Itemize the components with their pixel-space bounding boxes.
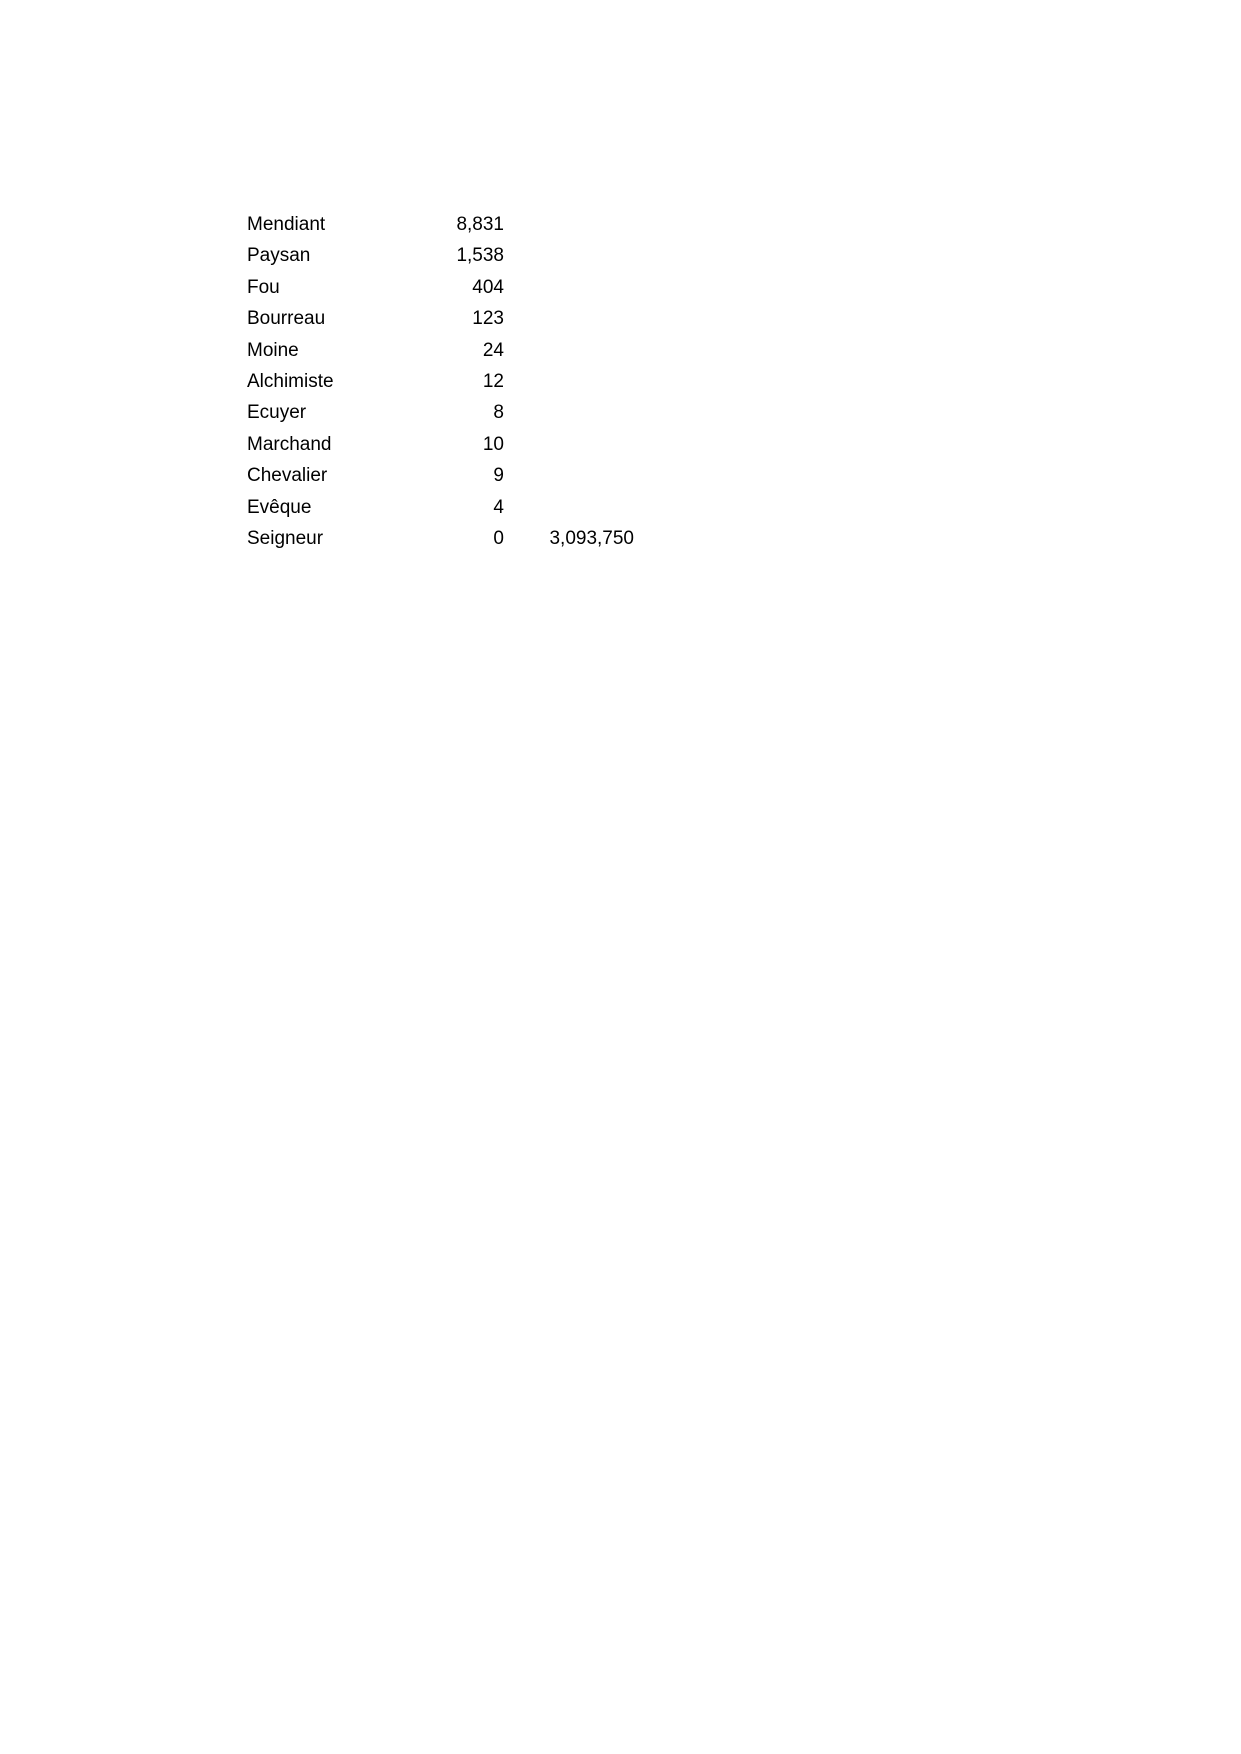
row-label: Chevalier <box>247 465 328 487</box>
row-extra <box>504 303 634 334</box>
table-row <box>247 303 634 334</box>
row-label: Seigneur <box>247 527 324 549</box>
table-row <box>247 272 634 303</box>
row-extra <box>504 335 634 366</box>
row-extra <box>504 397 634 428</box>
row-label: Alchimiste <box>247 370 334 392</box>
table-row <box>247 492 634 523</box>
row-value: 24 <box>482 339 504 361</box>
row-value: 8 <box>493 402 504 424</box>
row-label: Marchand <box>247 433 332 455</box>
row-label: Fou <box>247 276 280 298</box>
row-value: 12 <box>482 370 504 392</box>
row-value: 10 <box>482 433 504 455</box>
row-label: Paysan <box>247 245 311 267</box>
table-row <box>247 523 634 554</box>
row-value: 404 <box>472 276 504 298</box>
table-row <box>247 460 634 491</box>
table-row <box>247 429 634 460</box>
row-label: Evêque <box>247 496 312 518</box>
row-value: 0 <box>493 527 504 549</box>
row-extra <box>504 492 634 523</box>
row-extra <box>504 460 634 491</box>
row-label: Moine <box>247 339 299 361</box>
row-label: Ecuyer <box>247 402 307 424</box>
row-extra <box>504 429 634 460</box>
row-value: 123 <box>472 308 504 330</box>
role-count-table <box>247 209 634 554</box>
table-row <box>247 209 634 240</box>
row-value: 1,538 <box>456 245 504 267</box>
row-extra <box>504 366 634 397</box>
row-extra: 3,093,750 <box>549 527 634 549</box>
row-value: 9 <box>493 465 504 487</box>
row-extra <box>504 272 634 303</box>
table-row <box>247 335 634 366</box>
row-extra <box>504 240 634 271</box>
table-row <box>247 397 634 428</box>
row-extra <box>504 209 634 240</box>
row-label: Mendiant <box>247 214 326 235</box>
table-row <box>247 366 634 397</box>
table-row <box>247 240 634 271</box>
row-value: 8,831 <box>456 214 504 235</box>
row-value: 4 <box>493 496 504 518</box>
row-label: Bourreau <box>247 308 326 330</box>
